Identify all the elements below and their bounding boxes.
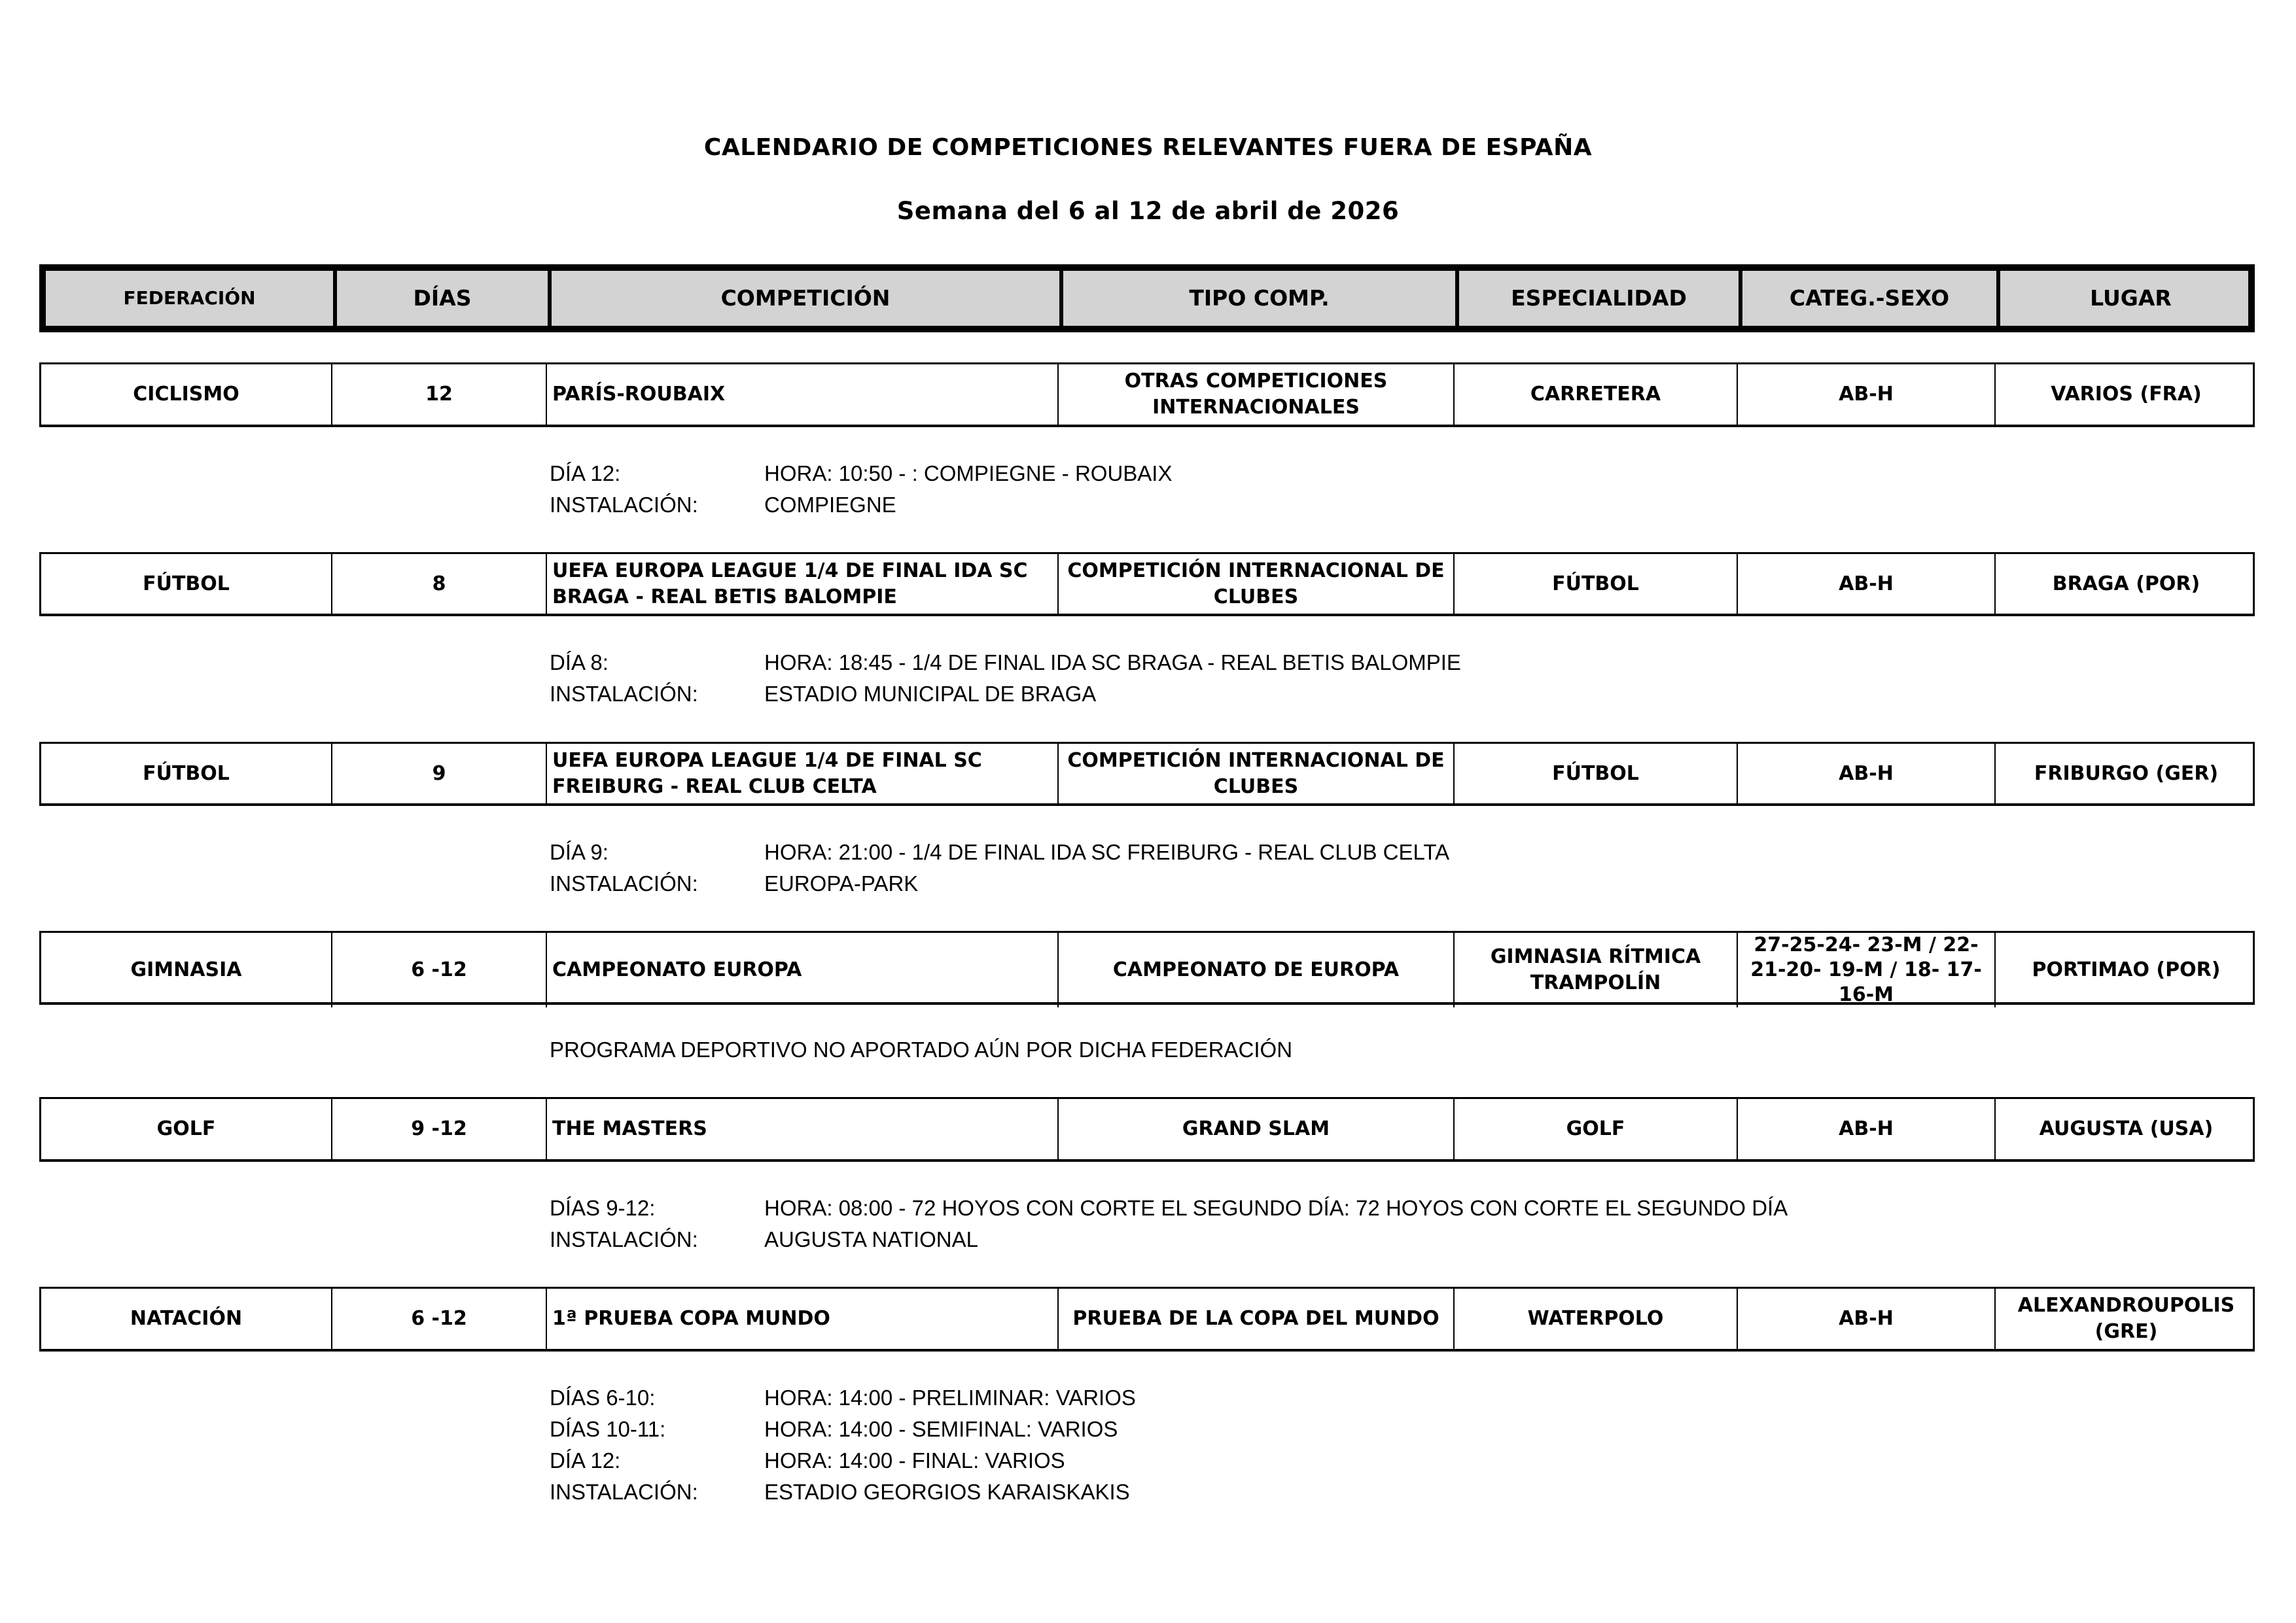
detail-line <box>550 868 1449 899</box>
cell-federacion: GIMNASIA <box>41 933 332 1007</box>
detail-value: HORA: 10:50 - : COMPIEGNE - ROUBAIX <box>764 461 1173 485</box>
cell-lugar: VARIOS (FRA) <box>2051 383 2202 406</box>
cell-federacion: NATACIÓN <box>41 1289 332 1349</box>
detail-label: DÍAS 6-10: <box>550 1386 656 1410</box>
cell-especialidad: GOLF <box>1455 1099 1738 1159</box>
table-row <box>39 1287 2255 1352</box>
table-row <box>39 742 2255 806</box>
cell-tipo: OTRAS COMPETICIONES INTERNACIONALES <box>1059 364 1455 425</box>
table-header <box>39 264 2255 332</box>
cell-categ-sexo: 27-25-24- 23-M / 22-21-20- 19-M / 18- 17-16-M <box>1738 933 1996 1007</box>
event-details <box>550 837 1449 899</box>
detail-value: EUROPA-PARK <box>764 871 919 896</box>
detail-value: AUGUSTA NATIONAL <box>764 1227 979 1251</box>
detail-line <box>550 678 1461 710</box>
cell-competicion: UEFA EUROPA LEAGUE 1/4 DE FINAL SC FREIBURG - REAL CLUB CELTA <box>547 744 1059 803</box>
cell-competicion: THE MASTERS <box>547 1099 1059 1159</box>
detail-value: HORA: 08:00 - 72 HOYOS CON CORTE EL SEGUNDO DÍA: 72 HOYOS CON CORTE EL SEGUNDO DÍA <box>764 1196 1788 1220</box>
detail-line <box>550 1224 1788 1255</box>
detail-label: INSTALACIÓN: <box>550 871 698 896</box>
table-row <box>39 1097 2255 1162</box>
detail-value: HORA: 14:00 - FINAL: VARIOS <box>764 1448 1065 1473</box>
cell-categ-sexo: AB-H <box>1738 1289 1996 1349</box>
column-header-tipo: TIPO COMP. <box>1063 271 1459 326</box>
event-details <box>550 1382 1136 1508</box>
cell-especialidad: CARRETERA <box>1455 364 1738 425</box>
cell-dias: 8 <box>332 554 547 614</box>
detail-label: INSTALACIÓN: <box>550 1227 698 1251</box>
table-row <box>39 552 2255 616</box>
detail-value: ESTADIO GEORGIOS KARAISKAKIS <box>764 1480 1130 1504</box>
cell-dias: 6 -12 <box>332 933 547 1007</box>
detail-line <box>550 1382 1136 1414</box>
detail-label: DÍAS 10-11: <box>550 1417 666 1441</box>
cell-competicion: UEFA EUROPA LEAGUE 1/4 DE FINAL IDA SC BRAGA - REAL BETIS BALOMPIE <box>547 554 1059 614</box>
cell-lugar: BRAGA (POR) <box>2052 572 2200 595</box>
cell-dias: 9 <box>332 744 547 803</box>
cell-tipo: COMPETICIÓN INTERNACIONAL DE CLUBES <box>1059 554 1455 614</box>
table-row <box>39 362 2255 427</box>
detail-line <box>550 647 1461 678</box>
cell-competicion: CAMPEONATO EUROPA <box>547 933 1059 1007</box>
detail-label: INSTALACIÓN: <box>550 493 698 517</box>
detail-label: INSTALACIÓN: <box>550 682 698 706</box>
detail-line <box>550 1414 1136 1445</box>
cell-categ-sexo: AB-H <box>1738 1099 1996 1159</box>
cell-tipo: COMPETICIÓN INTERNACIONAL DE CLUBES <box>1059 744 1455 803</box>
detail-line <box>550 1476 1136 1508</box>
event-details <box>550 458 1172 521</box>
cell-categ-sexo: AB-H <box>1738 554 1996 614</box>
column-header-especialidad: ESPECIALIDAD <box>1459 271 1742 326</box>
cell-dias: 9 -12 <box>332 1099 547 1159</box>
cell-competicion: PARÍS-ROUBAIX <box>547 364 1059 425</box>
cell-especialidad: FÚTBOL <box>1455 744 1738 803</box>
cell-categ-sexo: AB-H <box>1738 364 1996 425</box>
cell-categ-sexo: AB-H <box>1738 744 1996 803</box>
cell-tipo: CAMPEONATO DE EUROPA <box>1059 933 1455 1007</box>
cell-lugar: FRIBURGO (GER) <box>2034 761 2219 785</box>
cell-lugar: ALEXANDROUPOLIS (GRE) <box>2017 1294 2235 1343</box>
cell-especialidad: GIMNASIA RÍTMICA TRAMPOLÍN <box>1455 933 1738 1007</box>
detail-label: DÍAS 9-12: <box>550 1196 656 1220</box>
event-details <box>550 1193 1788 1255</box>
cell-tipo: GRAND SLAM <box>1059 1099 1455 1159</box>
detail-line <box>550 489 1172 521</box>
detail-value: HORA: 21:00 - 1/4 DE FINAL IDA SC FREIBURG - REAL CLUB CELTA <box>764 840 1450 864</box>
column-header-lugar: LUGAR <box>2090 285 2172 311</box>
cell-federacion: CICLISMO <box>41 364 332 425</box>
detail-label: DÍA 8: <box>550 650 609 674</box>
event-details <box>550 647 1461 710</box>
detail-label: DÍA 9: <box>550 840 609 864</box>
detail-label: INSTALACIÓN: <box>550 1480 698 1504</box>
cell-lugar: AUGUSTA (USA) <box>2039 1117 2214 1140</box>
column-header-categ-sexo: CATEG.-SEXO <box>1742 271 2000 326</box>
detail-value: COMPIEGNE <box>764 493 896 517</box>
cell-especialidad: WATERPOLO <box>1455 1289 1738 1349</box>
column-header-dias: DÍAS <box>337 271 552 326</box>
detail-line <box>550 1193 1788 1224</box>
column-header-federacion: FEDERACIÓN <box>46 271 337 326</box>
page-subtitle: Semana del 6 al 12 de abril de 2026 <box>896 197 1400 225</box>
detail-line <box>550 458 1172 489</box>
cell-federacion: FÚTBOL <box>41 744 332 803</box>
detail-value: ESTADIO MUNICIPAL DE BRAGA <box>764 682 1097 706</box>
cell-lugar: PORTIMAO (POR) <box>2032 958 2221 981</box>
page-title: CALENDARIO DE COMPETICIONES RELEVANTES FUERA DE ESPAÑA <box>703 134 1593 161</box>
event-note: PROGRAMA DEPORTIVO NO APORTADO AÚN POR DICHA FEDERACIÓN <box>550 1038 1293 1062</box>
cell-tipo: PRUEBA DE LA COPA DEL MUNDO <box>1059 1289 1455 1349</box>
table-row <box>39 931 2255 1005</box>
cell-competicion: 1ª PRUEBA COPA MUNDO <box>547 1289 1059 1349</box>
detail-line <box>550 1445 1136 1476</box>
cell-federacion: GOLF <box>41 1099 332 1159</box>
detail-line <box>550 837 1449 868</box>
detail-value: HORA: 14:00 - PRELIMINAR: VARIOS <box>764 1386 1136 1410</box>
column-header-competicion: COMPETICIÓN <box>552 271 1063 326</box>
cell-especialidad: FÚTBOL <box>1455 554 1738 614</box>
detail-value: HORA: 14:00 - SEMIFINAL: VARIOS <box>764 1417 1118 1441</box>
cell-federacion: FÚTBOL <box>41 554 332 614</box>
cell-dias: 12 <box>332 364 547 425</box>
detail-label: DÍA 12: <box>550 461 621 485</box>
detail-value: HORA: 18:45 - 1/4 DE FINAL IDA SC BRAGA - REAL BETIS BALOMPIE <box>764 650 1461 674</box>
detail-label: DÍA 12: <box>550 1448 621 1473</box>
cell-dias: 6 -12 <box>332 1289 547 1349</box>
